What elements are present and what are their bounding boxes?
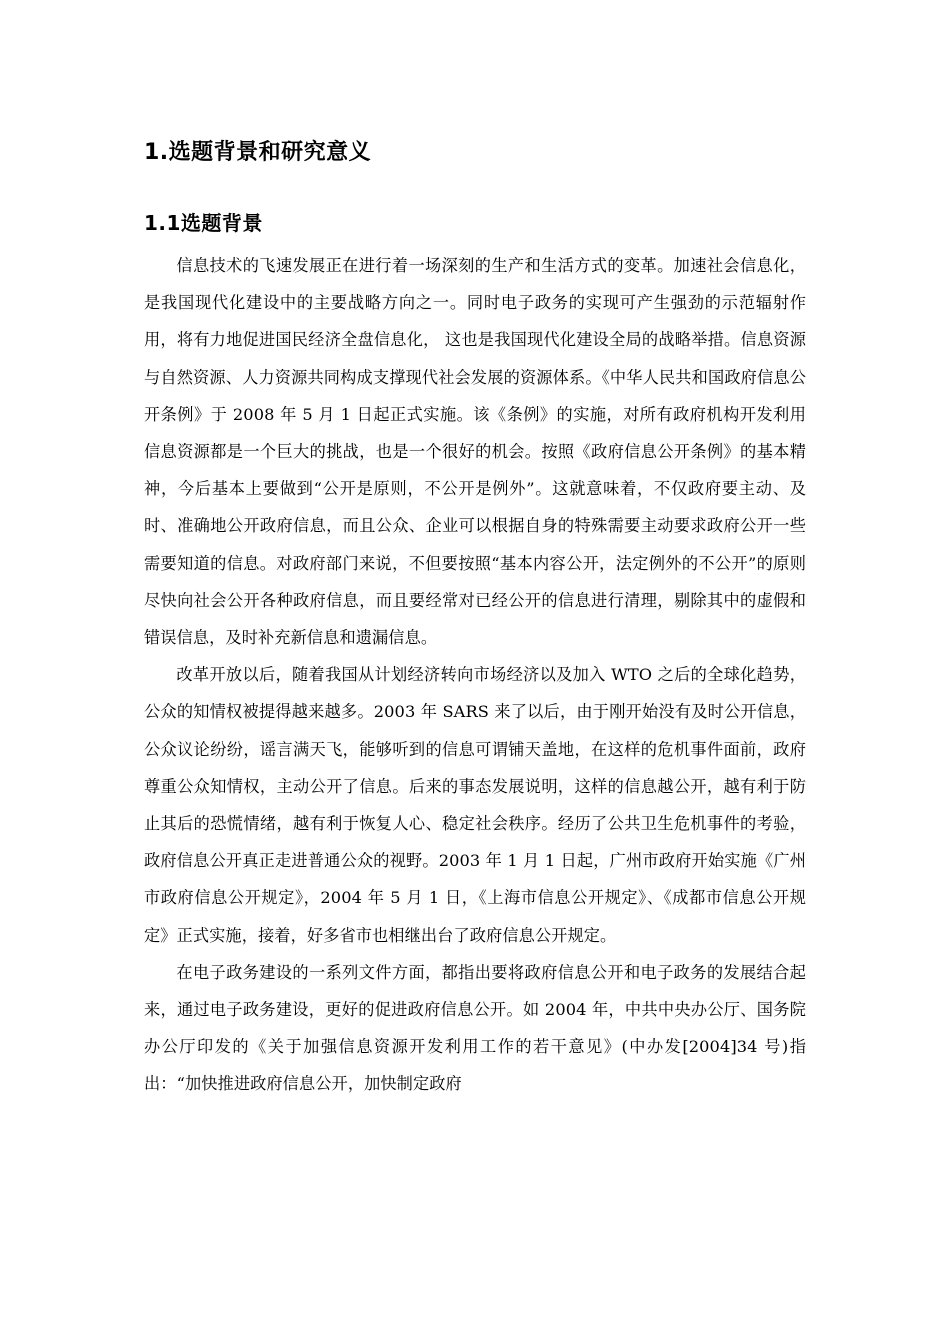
paragraph-3: 在电子政务建设的一系列文件方面，都指出要将政府信息公开和电子政务的发展结合起来，通过电子政务建设，更好的促进政府信息公开。如 2004 年，中共中央办公厅、国务院办公厅印发的《关于加强信息资源开发利用工作的若干意见》(中办发[2004]34 号)指出：“加快推进政府信息公开，加快制定政府 [144,962,806,1094]
paragraph-2: 改革开放以后，随着我国从计划经济转向市场经济以及加入 WTO 之后的全球化趋势，公众的知情权被提得越来越多。2003 年 SARS 来了以后，由于刚开始没有及时公开信息，公众议论纷纷，谣言满天飞，能够听到的信息可谓铺天盖地，在这样的危机事件面前，政府尊重公众知情权，主动公开了信息。后来的事态发展说明，这样的信息越公开，越有利于防止其后的恐慌情绪，越有利于恢复人心、稳定社会秩序。经历了公共卫生危机事件的考验，政府信息公开真正走进普通公众的视野。2003 年 1 月 1 日起，广州市政府开始实施《广州市政府信息公开规定》，2004 年 5 月 1 日，《上海市信息公开规定》、《成都市信息公开规定》正式实施，接着，好多省市也相继出台了政府信息公开规定。 [144,665,806,945]
paragraph-1: 信息技术的飞速发展正在进行着一场深刻的生产和生活方式的变革。加速社会信息化，是我国现代化建设中的主要战略方向之一。同时电子政务的实现可产生强劲的示范辐射作用，将有力地促进国民经济全盘信息化， 这也是我国现代化建设全局的战略举措。信息资源与自然资源、人力资源共同构成支撑现代社会发展的资源体系。《中华人民共和国政府信息公开条例》于 2008 年 5 月 1 日起正式实施。该《条例》的实施，对所有政府机构开发利用信息资源都是一个巨大的挑战，也是一个很好的机会。按照《政府信息公开条例》的基本精神，今后基本上要做到“公开是原则，不公开是例外”。这就意味着，不仅政府要主动、及时、准确地公开政府信息，而且公众、企业可以根据自身的特殊需要主动要求政府公开一些需要知道的信息。对政府部门来说，不但要按照“基本内容公开，法定例外的不公开”的原则尽快向社会公开各种政府信息，而且要经常对已经公开的信息进行清理，剔除其中的虚假和错误信息，及时补充新信息和遗漏信息。 [144,256,806,648]
subsection-heading: 1.1选题背景 [144,211,263,235]
section-heading: 1.选题背景和研究意义 [144,140,372,165]
document-body [144,128,806,1103]
